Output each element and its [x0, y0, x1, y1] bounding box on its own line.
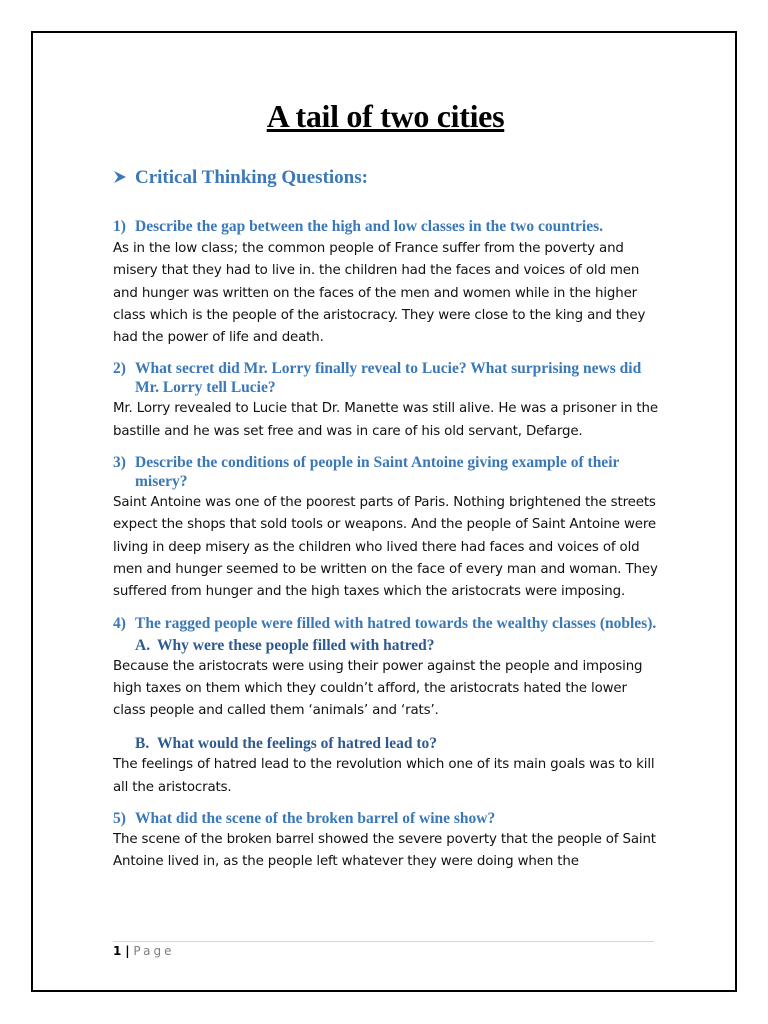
- question-3: [113, 453, 658, 603]
- question-5: [113, 809, 658, 874]
- question-1: [113, 217, 658, 349]
- subquestion-4a: A. Why were these people filled with hatred?: [135, 636, 435, 654]
- page-footer: [113, 944, 174, 958]
- answer-5: The scene of the broken barrel showed the severe poverty that the people of Saint Antoine lived in, as the people left whatever they were doing when the: [113, 832, 656, 870]
- section-heading: [113, 166, 658, 190]
- section-heading-text: Critical Thinking Questions:: [135, 167, 368, 188]
- question-2: [113, 359, 658, 443]
- page-number: 1: [113, 944, 122, 958]
- answer-2: Mr. Lorry revealed to Lucie that Dr. Manette was still alive. He was a prisoner in the bastille and he was set free and was in care of his old servant, Defarge.: [113, 401, 658, 439]
- answer-1: As in the low class; the common people of France suffer from the poverty and misery that they had to live in. the children had the faces and voices of old men and hunger was written on the faces of the men and women while in the higher class which is the people of the aristocracy. They were close to the king and they had the power of life and death.: [113, 241, 646, 346]
- answer-4a: Because the aristocrats were using their power against the people and imposing high taxes on them which they couldn’t afford, the aristocrats hated the lower class people and called them ‘animals’ and ‘rats’.: [113, 658, 643, 719]
- document-title: A tail of two cities: [266, 98, 505, 134]
- question-4-text: 4) The ragged people were filled with hatred towards the wealthy classes (nobles).: [113, 614, 657, 632]
- question-3-text: 3) Describe the conditions of people in Saint Antoine giving example of their misery?: [113, 454, 620, 491]
- footer-separator: |: [125, 944, 130, 958]
- subquestion-4b: B. What would the feelings of hatred lead to?: [135, 735, 438, 753]
- question-5-text: 5) What did the scene of the broken barrel of wine show?: [113, 810, 496, 828]
- question-2-text: 2) What secret did Mr. Lorry finally reveal to Lucie? What surprising news did Mr. Lorry tell Lucie?: [113, 360, 642, 397]
- page-label: Page: [133, 944, 175, 958]
- answer-3: Saint Antoine was one of the poorest parts of Paris. Nothing brightened the streets expect the shops that sold tools or weapons. And the people of Saint Antoine were living in deep misery as the children who lived there had faces and voices of old men and hunger seemed to be written on the face of every man and woman. They suffered from hunger and the high taxes which the aristocrats were imposing.: [113, 495, 658, 600]
- question-1-text: 1) Describe the gap between the high and low classes in the two countries.: [113, 218, 603, 235]
- arrow-bullet-icon: [113, 166, 135, 190]
- answer-4b: The feelings of hatred lead to the revolution which one of its main goals was to kill all the aristocrats.: [113, 757, 655, 795]
- footer-divider: [113, 941, 654, 942]
- document-body: [113, 96, 658, 874]
- question-4: [113, 614, 658, 799]
